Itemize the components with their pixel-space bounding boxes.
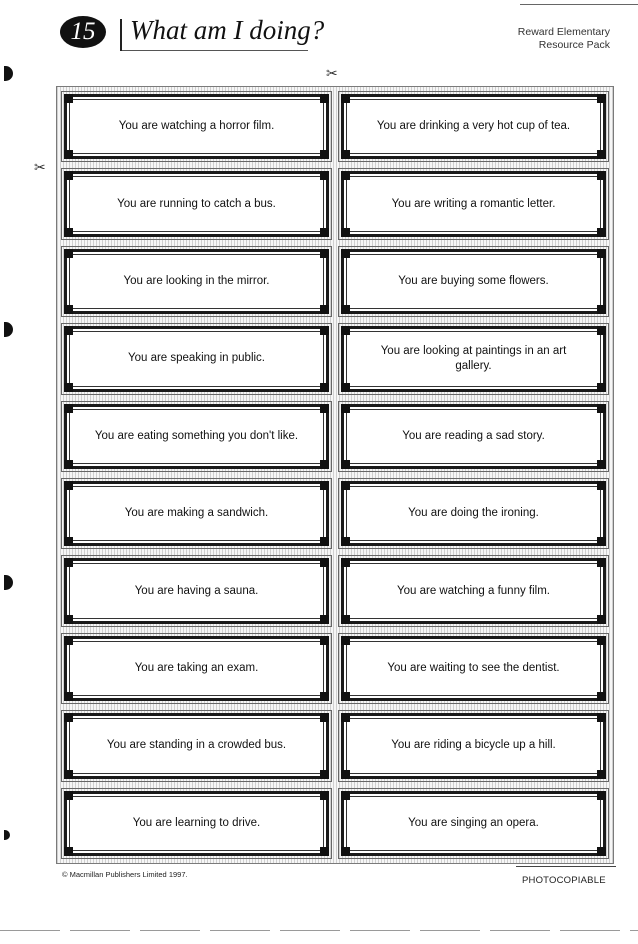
title-divider: [120, 19, 122, 51]
card-corner-ornament: [341, 770, 350, 779]
activity-card: [341, 171, 606, 236]
card-corner-ornament: [320, 481, 329, 490]
activity-card-text: You are looking at paintings in an art gallery.: [380, 344, 567, 372]
card-corner-ornament: [341, 615, 350, 624]
card-corner-ornament: [320, 615, 329, 624]
card-corner-ornament: [597, 171, 606, 180]
card-corner-ornament: [320, 537, 329, 546]
card-corner-ornament: [597, 94, 606, 103]
card-corner-ornament: [597, 636, 606, 645]
card-corner-ornament: [341, 537, 350, 546]
activity-card-text: You are taking an exam.: [134, 661, 259, 674]
card-corner-ornament: [64, 171, 73, 180]
series-label: [518, 26, 610, 52]
activity-card: [341, 713, 606, 778]
card-corner-ornament: [341, 713, 350, 722]
activity-card-text: You are standing in a crowded bus.: [106, 739, 287, 752]
card-corner-ornament: [320, 383, 329, 392]
card-corner-ornament: [64, 326, 73, 335]
card-corner-ornament: [64, 305, 73, 314]
card-corner-ornament: [341, 171, 350, 180]
unit-number-badge: [60, 16, 106, 48]
activity-card-text: You are speaking in public.: [127, 352, 266, 365]
card-corner-ornament: [64, 558, 73, 567]
card-corner-ornament: [341, 692, 350, 701]
card-corner-ornament: [597, 404, 606, 413]
card-corner-ornament: [320, 404, 329, 413]
activity-card-text: You are eating something you don't like.: [94, 429, 299, 442]
card-corner-ornament: [64, 150, 73, 159]
activity-card-text: You are watching a horror film.: [118, 120, 275, 133]
card-corner-ornament: [341, 305, 350, 314]
activity-card-text: You are making a sandwich.: [124, 507, 269, 520]
card-corner-ornament: [320, 558, 329, 567]
card-corner-ornament: [64, 770, 73, 779]
card-corner-ornament: [597, 249, 606, 258]
activity-card: [64, 404, 329, 469]
bottom-edge-line: [0, 930, 638, 931]
activity-card: [341, 791, 606, 856]
punch-hole-icon: [4, 66, 13, 81]
card-corner-ornament: [597, 791, 606, 800]
card-corner-ornament: [64, 636, 73, 645]
card-corner-ornament: [64, 537, 73, 546]
page-title: What am I doing?: [130, 15, 325, 45]
card-corner-ornament: [320, 249, 329, 258]
copyright-notice: © Macmillan Publishers Limited 1997.: [62, 870, 188, 879]
card-corner-ornament: [597, 537, 606, 546]
activity-card-text: You are having a sauna.: [134, 584, 259, 597]
activity-card: [341, 558, 606, 623]
card-corner-ornament: [341, 847, 350, 856]
activity-card-text: You are watching a funny film.: [397, 584, 550, 597]
card-corner-ornament: [320, 171, 329, 180]
punch-hole-icon: [4, 830, 10, 840]
activity-card: [64, 636, 329, 701]
card-corner-ornament: [320, 791, 329, 800]
card-corner-ornament: [341, 460, 350, 469]
title-underline: [122, 50, 308, 51]
card-corner-ornament: [320, 228, 329, 237]
card-corner-ornament: [64, 615, 73, 624]
scissors-icon: ✂: [326, 65, 338, 81]
top-edge-line: [520, 4, 638, 5]
activity-card-text: You are riding a bicycle up a hill.: [391, 739, 556, 752]
activity-card: [64, 713, 329, 778]
card-corner-ornament: [341, 404, 350, 413]
punch-hole-icon: [4, 575, 13, 590]
card-corner-ornament: [320, 94, 329, 103]
card-corner-ornament: [597, 460, 606, 469]
series-line-1: Reward Elementary: [517, 26, 610, 38]
activity-card-text: You are drinking a very hot cup of tea.: [376, 120, 571, 133]
card-grid: [56, 86, 614, 864]
card-corner-ornament: [597, 615, 606, 624]
card-corner-ornament: [64, 847, 73, 856]
activity-card-text: You are buying some flowers.: [398, 274, 549, 287]
card-corner-ornament: [320, 305, 329, 314]
card-corner-ornament: [320, 326, 329, 335]
card-corner-ornament: [597, 228, 606, 237]
card-corner-ornament: [597, 558, 606, 567]
card-corner-ornament: [597, 326, 606, 335]
card-corner-ornament: [64, 460, 73, 469]
card-corner-ornament: [341, 249, 350, 258]
card-corner-ornament: [341, 791, 350, 800]
card-corner-ornament: [320, 150, 329, 159]
card-corner-ornament: [64, 249, 73, 258]
scissors-icon: ✂: [34, 159, 46, 175]
card-corner-ornament: [320, 847, 329, 856]
card-corner-ornament: [341, 383, 350, 392]
activity-card: [64, 249, 329, 314]
card-corner-ornament: [341, 94, 350, 103]
activity-card: [341, 404, 606, 469]
card-corner-ornament: [597, 847, 606, 856]
activity-card: [341, 481, 606, 546]
activity-card-text: You are doing the ironing.: [408, 507, 539, 520]
card-corner-ornament: [64, 228, 73, 237]
card-corner-ornament: [64, 481, 73, 490]
card-corner-ornament: [320, 636, 329, 645]
activity-card-text: You are looking in the mirror.: [123, 274, 270, 287]
activity-card: [64, 326, 329, 391]
card-corner-ornament: [64, 383, 73, 392]
activity-card-text: You are running to catch a bus.: [117, 197, 276, 210]
activity-card: [64, 558, 329, 623]
card-corner-ornament: [597, 305, 606, 314]
activity-card-text: You are learning to drive.: [132, 816, 261, 829]
activity-card-text: You are writing a romantic letter.: [391, 197, 556, 210]
card-corner-ornament: [341, 326, 350, 335]
card-corner-ornament: [597, 692, 606, 701]
card-corner-ornament: [64, 692, 73, 701]
activity-card-text: You are waiting to see the dentist.: [387, 661, 560, 674]
activity-card: [341, 249, 606, 314]
card-corner-ornament: [320, 713, 329, 722]
unit-number: 15: [70, 18, 96, 45]
card-corner-ornament: [341, 228, 350, 237]
activity-card: [64, 171, 329, 236]
activity-card-text: You are singing an opera.: [408, 816, 539, 829]
card-corner-ornament: [341, 481, 350, 490]
card-corner-ornament: [341, 150, 350, 159]
card-corner-ornament: [320, 770, 329, 779]
activity-card-text: You are reading a sad story.: [402, 429, 545, 442]
card-corner-ornament: [597, 770, 606, 779]
card-corner-ornament: [597, 383, 606, 392]
series-line-2: Resource Pack: [538, 39, 610, 51]
card-corner-ornament: [597, 150, 606, 159]
card-corner-ornament: [64, 791, 73, 800]
card-corner-ornament: [597, 713, 606, 722]
activity-card: [341, 326, 606, 391]
activity-card: [341, 94, 606, 159]
activity-card: [341, 636, 606, 701]
card-corner-ornament: [64, 713, 73, 722]
punch-hole-icon: [4, 322, 13, 337]
activity-card: [64, 94, 329, 159]
card-corner-ornament: [341, 558, 350, 567]
card-corner-ornament: [341, 636, 350, 645]
photocopiable-label: PHOTOCOPIABLE: [522, 875, 606, 886]
card-corner-ornament: [597, 481, 606, 490]
activity-card: [64, 791, 329, 856]
footer-rule: [516, 866, 616, 867]
activity-card: [64, 481, 329, 546]
card-corner-ornament: [320, 692, 329, 701]
card-corner-ornament: [64, 404, 73, 413]
card-corner-ornament: [320, 460, 329, 469]
card-corner-ornament: [64, 94, 73, 103]
